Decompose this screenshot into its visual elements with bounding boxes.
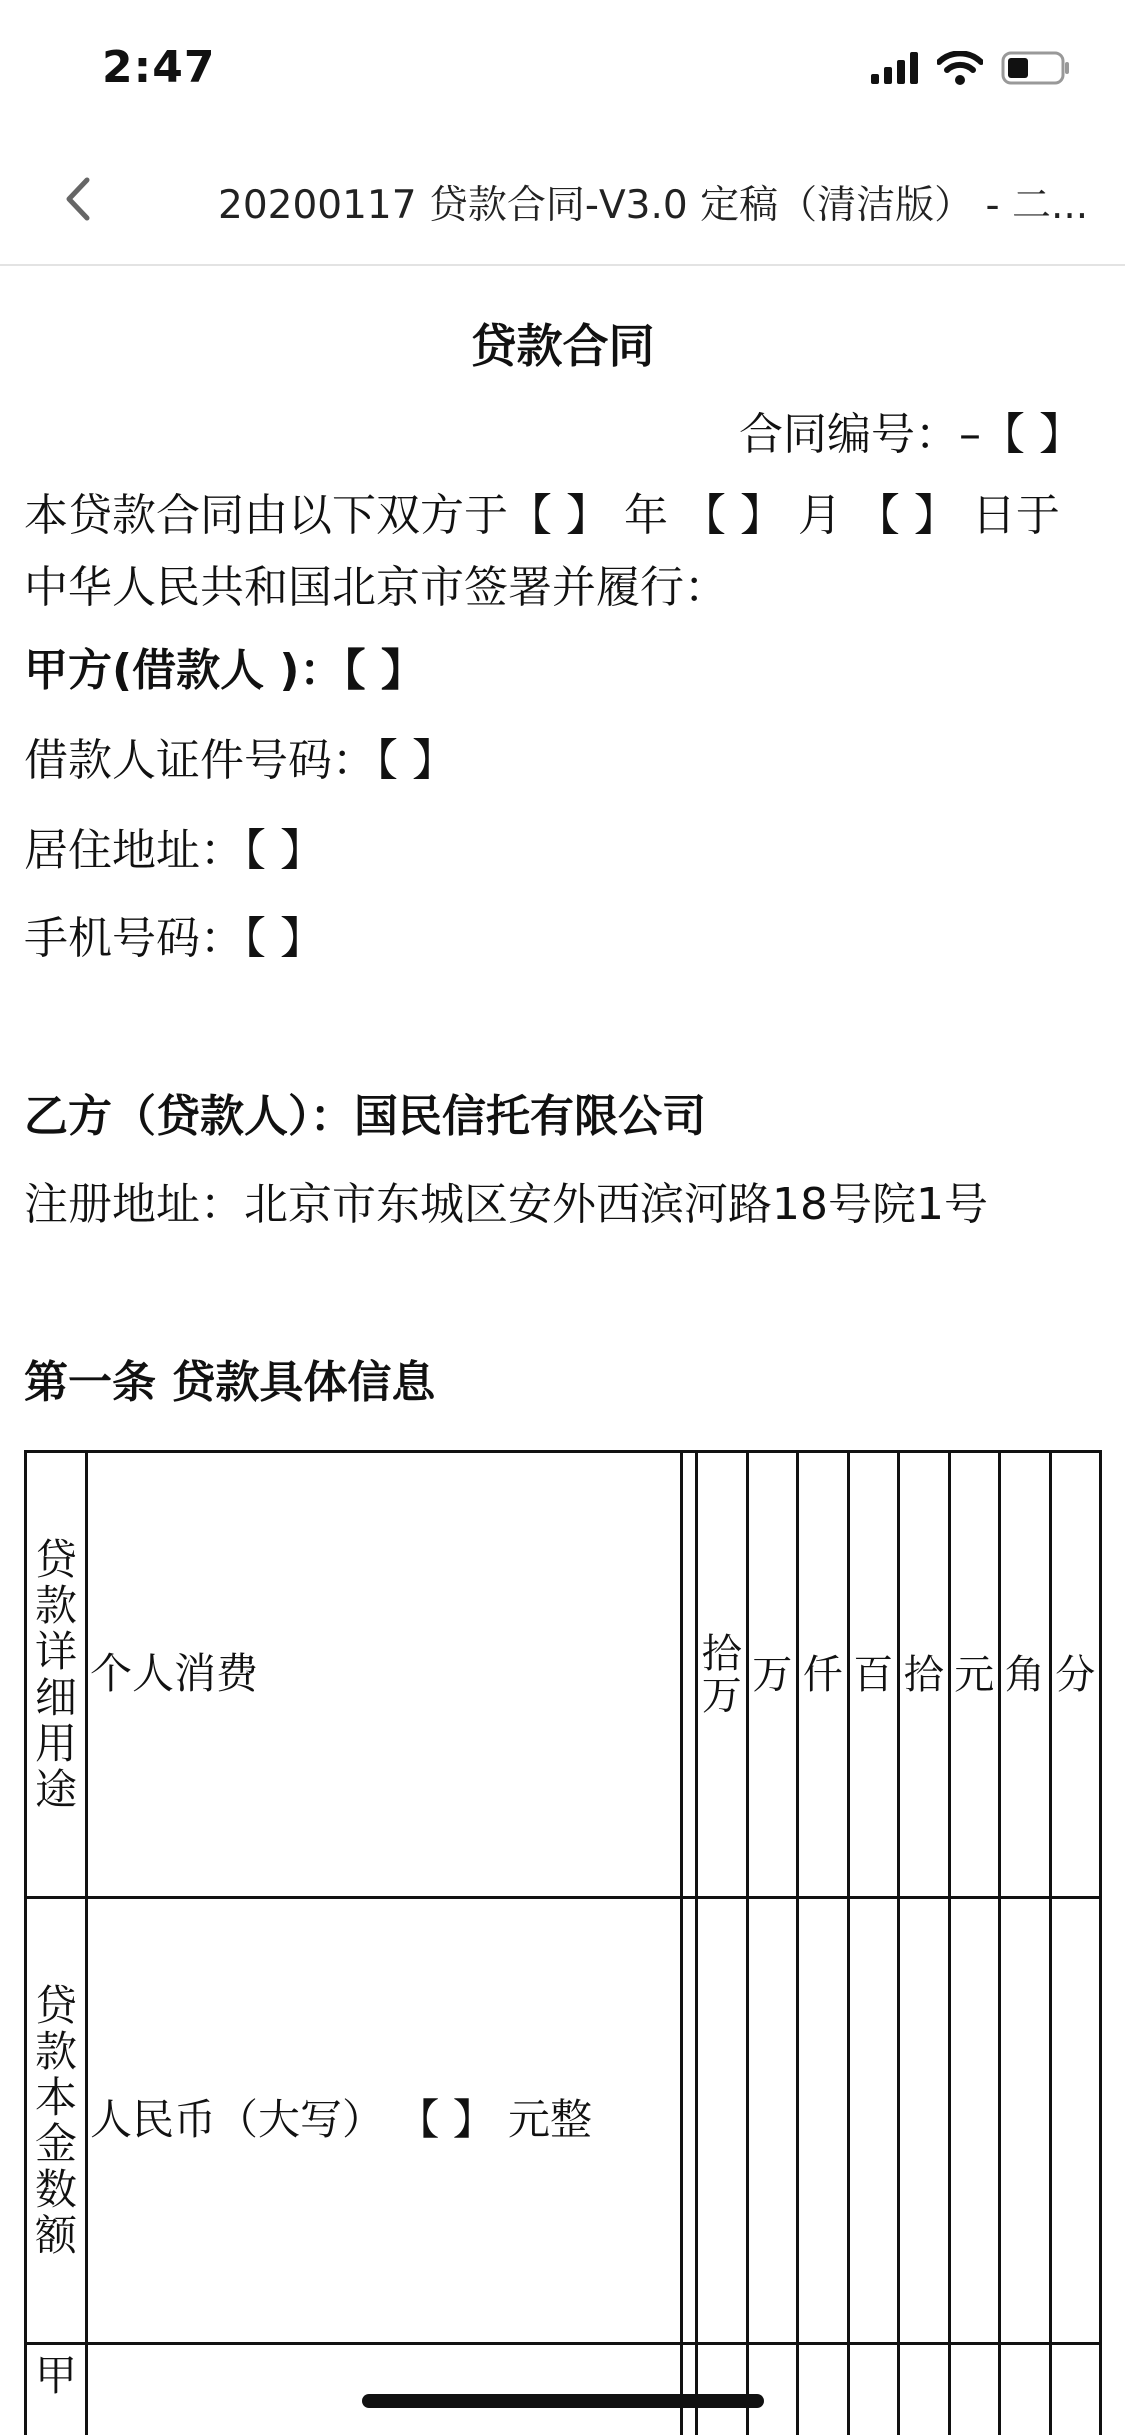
table-row: [26, 2344, 1101, 2435]
table-row: [26, 1452, 1101, 1898]
unit-header: 仟: [798, 1452, 849, 1898]
party-a-line: 甲方(借款人 )：【 】: [24, 645, 425, 696]
unit-header: 元: [949, 1452, 1000, 1898]
amount-cell: [697, 1898, 748, 2344]
unit-header: 分: [1050, 1452, 1101, 1898]
amount-cell: [747, 2344, 798, 2435]
amount-cell: [848, 2344, 899, 2435]
nav-bar: [0, 140, 1125, 266]
party-b-line: 乙方（贷款人）：国民信托有限公司: [24, 1091, 706, 1142]
row-label: 甲: [26, 2344, 87, 2435]
unit-header: 百: [848, 1452, 899, 1898]
section-heading: 第一条 贷款具体信息: [24, 1357, 436, 1408]
phone-line: 手机号码：【 】: [24, 913, 324, 964]
contract-number: 合同编号：–【 】: [739, 409, 1083, 460]
amount-cell: [1050, 2344, 1101, 2435]
unit-header: 拾: [899, 1452, 950, 1898]
wifi-icon: [937, 51, 983, 89]
intro-paragraph: 本贷款合同由以下双方于【 】 年 【 】 月 【 】 日于中华人民共和国北京市签署并履行：: [24, 490, 1060, 613]
contract-title: 贷款合同: [470, 319, 655, 373]
table-divider-cell: [682, 1452, 697, 1898]
amount-cell: [848, 1898, 899, 2344]
loan-info-table: [24, 1450, 1102, 2435]
status-icons: [871, 50, 1071, 90]
table-row: [26, 1898, 1101, 2344]
registered-address-line: 注册地址：北京市东城区安外西滨河路18号院1号: [24, 1179, 988, 1230]
amount-cell: [1000, 1898, 1051, 2344]
document-title: 20200117 贷款合同-V3.0 定稿（清洁版） - 二...: [218, 183, 1089, 228]
unit-header: 角: [1000, 1452, 1051, 1898]
table-divider-cell: [682, 1898, 697, 2344]
status-time: 2:47: [102, 42, 216, 93]
amount-cell: [697, 2344, 748, 2435]
amount-cell: [949, 2344, 1000, 2435]
amount-cell: [1050, 1898, 1101, 2344]
amount-cell: [899, 1898, 950, 2344]
battery-icon: [1001, 51, 1071, 89]
chevron-left-icon: [63, 176, 93, 226]
home-indicator[interactable]: [362, 2394, 764, 2408]
row-content: 个人消费: [87, 1452, 682, 1898]
address-line: 居住地址：【 】: [24, 825, 324, 876]
amount-cell: [1000, 2344, 1051, 2435]
row-content: [87, 2344, 682, 2435]
amount-cell: [747, 1898, 798, 2344]
unit-header: 万: [747, 1452, 798, 1898]
amount-cell: [798, 2344, 849, 2435]
document-view[interactable]: [0, 266, 1125, 2435]
amount-cell: [798, 1898, 849, 2344]
row-label: 贷 款 本 金 数 额: [26, 1898, 87, 2344]
cellular-signal-icon: [871, 52, 919, 88]
back-button[interactable]: [48, 168, 108, 234]
row-content: 人民币（大写） 【 】 元整: [87, 1898, 682, 2344]
amount-cell: [949, 1898, 1000, 2344]
table-divider-cell: [682, 2344, 697, 2435]
status-bar: [0, 0, 1125, 140]
amount-cell: [899, 2344, 950, 2435]
row-label: 贷 款 详 细 用 途: [26, 1452, 87, 1898]
id-number-line: 借款人证件号码：【 】: [24, 735, 456, 786]
unit-header: 拾万: [697, 1452, 748, 1898]
